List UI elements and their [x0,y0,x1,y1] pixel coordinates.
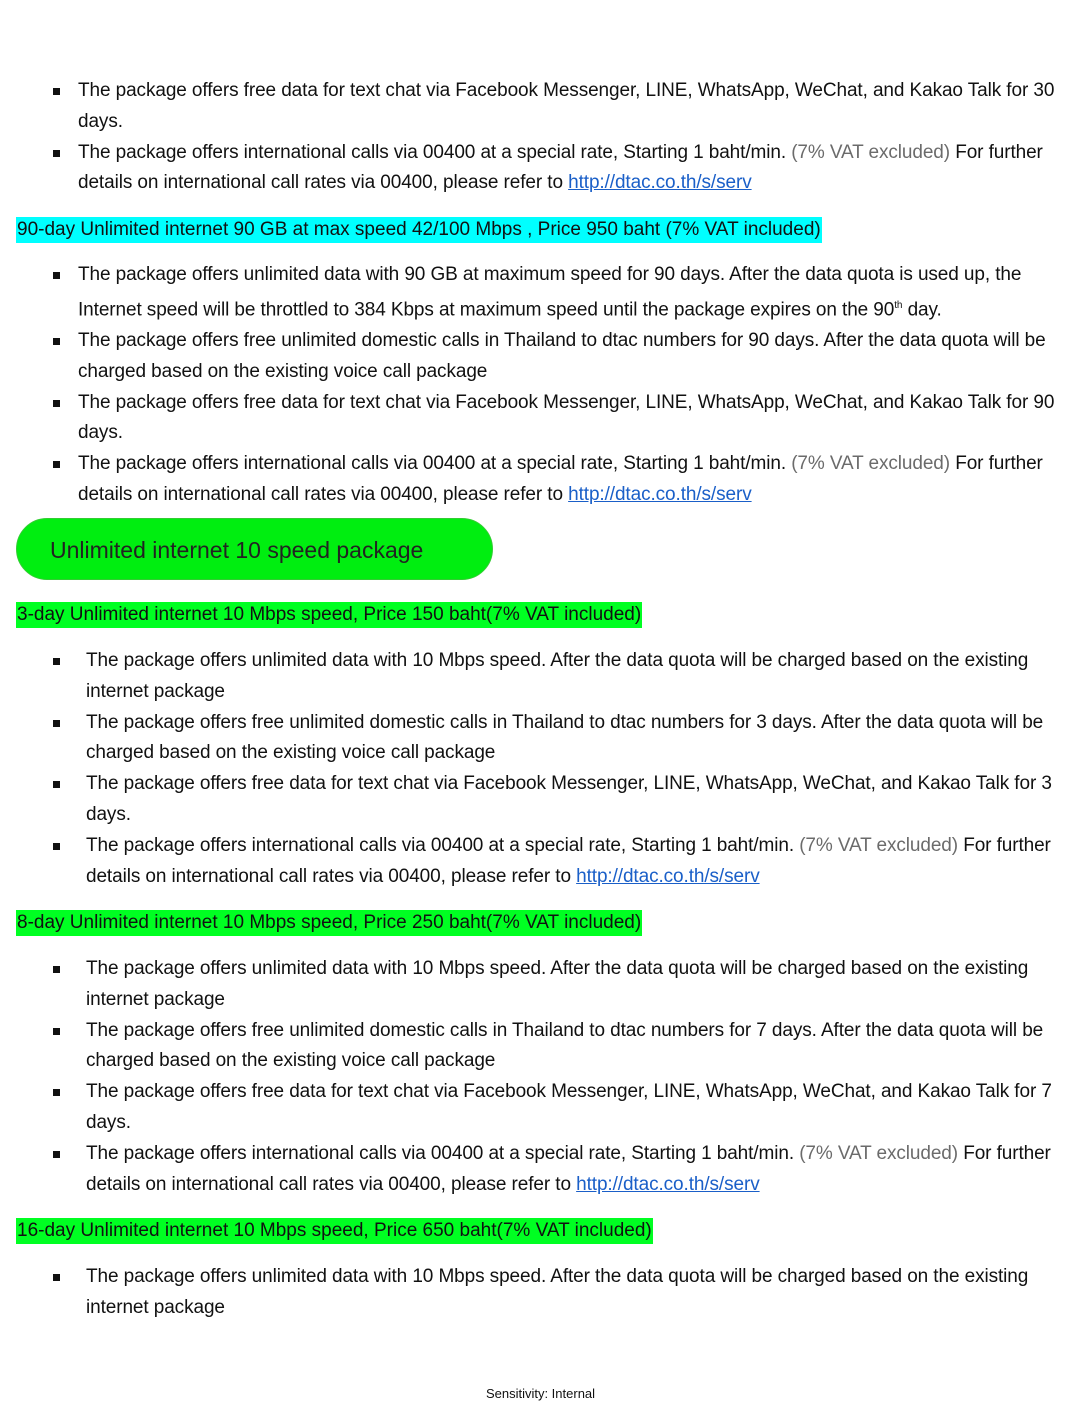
list-item: The package offers free data for text chat via Facebook Messenger, LINE, WhatsApp, WeChat, and Kakao Talk for 3 days. [0,769,1081,831]
list-item: The package offers international calls via 00400 at a special rate, Starting 1 baht/min. (7% VAT excluded) For further details on international call rates via 00400, please refer to http://dtac.co.th/s/serv [0,138,1081,200]
section-8-bullets-block [0,954,1081,1200]
section-16-bullet-list [0,1262,1081,1324]
list-item: The package offers international calls via 00400 at a special rate, Starting 1 baht/min. (7% VAT excluded) For further details on international call rates via 00400, please refer to http://dtac.co.th/s/serv [0,831,1081,893]
list-item: The package offers unlimited data with 90 GB at maximum speed for 90 days. After the data quota is used up, the Internet speed will be throttled to 384 Kbps at maximum speed until the package expires on the 90th day. [0,260,1081,326]
section-heading-16-day: 16-day Unlimited internet 10 Mbps speed, Price 650 baht(7% VAT included) [16,1218,653,1244]
section-3-bullets-block [0,646,1081,892]
list-item: The package offers free data for text chat via Facebook Messenger, LINE, WhatsApp, WeChat, and Kakao Talk for 7 days. [0,1077,1081,1139]
package-category-pill [16,518,493,580]
section-heading-90-day: 90-day Unlimited internet 90 GB at max speed 42/100 Mbps , Price 950 baht (7% VAT included) [16,217,822,243]
vat-note: (7% VAT excluded) [799,1142,959,1164]
section-90-bullets-block [0,260,1081,511]
vat-note: (7% VAT excluded) [791,141,951,163]
list-item: The package offers free unlimited domestic calls in Thailand to dtac numbers for 90 days. After the data quota will be charged based on the existing voice call package [0,326,1081,388]
section-90-bullet-list [0,260,1081,511]
ordinal-suffix: th [894,299,903,311]
service-link[interactable]: http://dtac.co.th/s/serv [568,172,752,194]
sensitivity-footer: Sensitivity: Internal [485,1386,596,1401]
service-link[interactable]: http://dtac.co.th/s/serv [576,865,760,887]
service-link[interactable]: http://dtac.co.th/s/serv [576,1173,760,1195]
section-3-bullet-list [0,646,1081,892]
list-item: The package offers international calls via 00400 at a special rate, Starting 1 baht/min. (7% VAT excluded) For further details on international call rates via 00400, please refer to http://dtac.co.th/s/serv [0,1139,1081,1201]
list-item: The package offers free data for text chat via Facebook Messenger, LINE, WhatsApp, WeChat, and Kakao Talk for 30 days. [0,76,1081,138]
list-item: The package offers free unlimited domestic calls in Thailand to dtac numbers for 3 days. After the data quota will be charged based on the existing voice call package [0,708,1081,770]
section-8-bullet-list [0,954,1081,1200]
service-link[interactable]: http://dtac.co.th/s/serv [568,483,752,505]
section-heading-3-day: 3-day Unlimited internet 10 Mbps speed, Price 150 baht(7% VAT included) [16,602,642,628]
list-item: The package offers unlimited data with 10 Mbps speed. After the data quota will be charged based on the existing internet package [0,1262,1081,1324]
vat-note: (7% VAT excluded) [799,834,959,856]
list-item: The package offers free data for text chat via Facebook Messenger, LINE, WhatsApp, WeChat, and Kakao Talk for 90 days. [0,388,1081,450]
list-item: The package offers unlimited data with 10 Mbps speed. After the data quota will be charged based on the existing internet package [0,954,1081,1016]
section-heading-8-day: 8-day Unlimited internet 10 Mbps speed, Price 250 baht(7% VAT included) [16,910,642,936]
package-category-title: Unlimited internet 10 speed package [50,537,424,563]
vat-note: (7% VAT excluded) [791,453,951,475]
list-item: The package offers free unlimited domestic calls in Thailand to dtac numbers for 7 days. After the data quota will be charged based on the existing voice call package [0,1016,1081,1078]
section-16-bullets-block [0,1262,1081,1324]
top-bullet-list-block [0,76,1081,199]
top-bullet-list [0,76,1081,199]
list-item: The package offers international calls via 00400 at a special rate, Starting 1 baht/min. (7% VAT excluded) For further details on international call rates via 00400, please refer to http://dtac.co.th/s/serv [0,449,1081,511]
list-item: The package offers unlimited data with 10 Mbps speed. After the data quota will be charged based on the existing internet package [0,646,1081,708]
